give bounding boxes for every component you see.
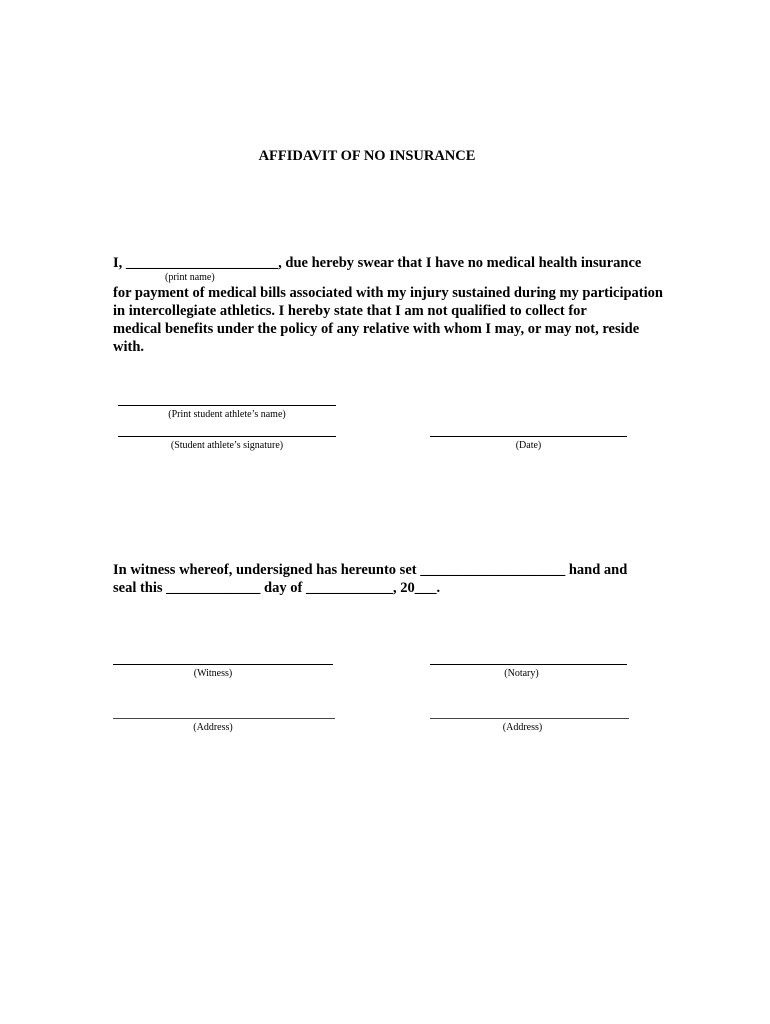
witness-address-line[interactable] — [113, 718, 335, 719]
signature-line[interactable] — [118, 436, 336, 437]
oath-line-3: in intercollegiate athletics. I hereby state that I am not qualified to collect for — [113, 303, 587, 319]
witness-signature-line[interactable] — [113, 664, 333, 665]
date-caption: (Date) — [515, 440, 542, 451]
witness-address-caption: (Address) — [193, 722, 233, 733]
print-name-caption: (Print student athlete’s name) — [168, 409, 286, 420]
oath-line-5: with. — [113, 339, 145, 355]
notary-address-caption: (Address) — [502, 722, 543, 733]
oath-line-1: I, _____________________, due hereby swear that I have no medical health insurance — [113, 255, 642, 271]
oath-line-4: medical benefits under the policy of any relative with whom I may, or may not, reside — [113, 321, 640, 337]
witness-line-2: seal this _____________ day of ____________, 20___. — [113, 580, 441, 596]
date-line[interactable] — [430, 436, 627, 437]
witness-line-1: In witness whereof, undersigned has hereunto set ____________________ hand and — [113, 562, 628, 578]
print-name-hint: (print name) — [165, 272, 215, 283]
document-title: AFFIDAVIT OF NO INSURANCE — [258, 148, 476, 164]
print-name-line[interactable] — [118, 405, 336, 406]
notary-signature-line[interactable] — [430, 664, 627, 665]
witness-caption: (Witness) — [193, 668, 233, 679]
notary-address-line[interactable] — [430, 718, 629, 719]
notary-caption: (Notary) — [504, 668, 539, 679]
signature-caption: (Student athlete’s signature) — [170, 440, 284, 451]
oath-line-2: for payment of medical bills associated with my injury sustained during my participation — [113, 285, 663, 301]
